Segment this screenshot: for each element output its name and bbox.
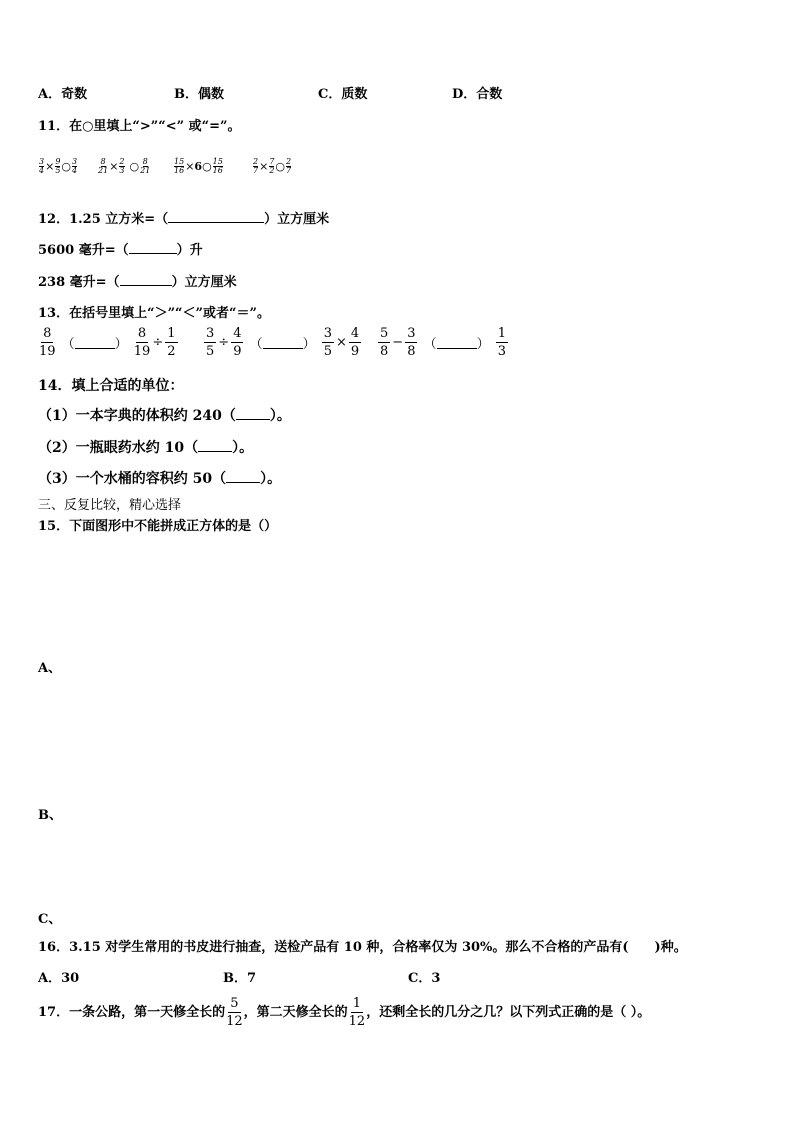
fraction: $\frac{3}{4}$ [72, 157, 78, 175]
q16-option-c: C．3 [408, 971, 441, 986]
q11-expression-4: $\frac{2}{7}$ × $\frac{7}{2}$ ○ $\frac{2}{7}$ [253, 157, 292, 175]
q17-stem: 17．一条公路，第一天修全长的 $\frac{5}{12}$ ，第二天修全长的 $\frac{1}{12}$ ，还剩全长的几分之几？以下列式正确的是（ ）。 [38, 996, 651, 1029]
answer-blank[interactable] [168, 210, 264, 223]
q12-line-3: 238 毫升=（ ）立方厘米 [38, 275, 237, 290]
fraction: $\frac{7}{2}$ [269, 157, 275, 175]
fraction: $\frac{3}{5}$ [206, 326, 215, 359]
q14-stem: 14．填上合适的单位： [38, 378, 184, 394]
q15-option-c: C、 [38, 912, 62, 927]
q10-option-d: D．合数 [452, 87, 503, 102]
answer-blank[interactable] [263, 336, 303, 349]
q10-option-b: B．偶数 [174, 87, 224, 102]
fraction: $\frac{2}{7}$ [253, 157, 259, 175]
fraction: $\frac{15}{16}$ [212, 157, 223, 175]
fraction: $\frac{4}{9}$ [233, 326, 242, 359]
q13-expression-3: $\frac{5}{8}$ − $\frac{3}{8}$ （ ） $\frac{1}{3}$ [380, 326, 506, 359]
fraction: $\frac{4}{9}$ [350, 326, 360, 359]
fraction: $\frac{3}{8}$ [407, 326, 416, 359]
fraction: $\frac{2}{3}$ [119, 157, 125, 175]
fraction: $\frac{1}{12}$ [348, 996, 366, 1029]
fraction: $\frac{8}{19}$ [39, 326, 56, 359]
answer-blank[interactable] [120, 273, 172, 286]
fraction: $\frac{2}{7}$ [286, 157, 292, 175]
section-heading: 三、反复比较，精心选择 [38, 498, 182, 513]
q15-option-b: B、 [38, 808, 62, 823]
answer-blank[interactable] [437, 336, 477, 349]
answer-blank[interactable] [198, 439, 232, 452]
q15-option-a: A、 [38, 661, 62, 676]
fraction: $\frac{1}{2}$ [167, 326, 176, 359]
q13-expression-2: $\frac{3}{5}$ ÷ $\frac{4}{9}$ （ ） $\frac{3}{5}$ × $\frac{4}{9}$ [206, 326, 360, 359]
q14-item-1: （1）一本字典的体积约 240（ ）。 [38, 408, 291, 424]
q13-stem: 13．在括号里填上“＞”“＜”或者“＝”。 [38, 306, 270, 321]
compare-circle: ○ [61, 160, 72, 173]
answer-blank[interactable] [75, 336, 115, 349]
answer-blank[interactable] [236, 407, 270, 420]
fraction: $\frac{1}{3}$ [497, 326, 506, 359]
compare-circle: ○ [202, 160, 212, 173]
q15-stem: 15．下面图形中不能拼成正方体的是（） [38, 519, 278, 534]
q14-item-3: （3）一个水桶的容积约 50（ ）。 [38, 471, 282, 487]
fraction: $\frac{8}{19}$ [133, 326, 151, 359]
q16-option-b: B．7 [223, 971, 257, 986]
q11-expression-1: $\frac{3}{4}$ × $\frac{9}{5}$ ○ $\frac{3}{4}$ [39, 157, 78, 175]
q16-option-a: A．30 [38, 971, 80, 986]
fraction: $\frac{5}{8}$ [380, 326, 389, 359]
fraction: $\frac{8}{21}$ [98, 157, 109, 175]
q11-expression-3: $\frac{15}{16}$ ×6○ $\frac{15}{16}$ [174, 157, 223, 175]
answer-blank[interactable] [129, 241, 177, 254]
fraction: $\frac{8}{21}$ [140, 157, 151, 175]
fraction: $\frac{15}{16}$ [174, 157, 185, 175]
q11-expression-2: $\frac{8}{21}$ × $\frac{2}{3}$ ○ $\frac{8}{21}$ [98, 157, 151, 175]
q11-stem: 11．在○里填上“>”“<” 或“=”。 [38, 119, 241, 134]
q14-item-2: （2）一瓶眼药水约 10（ ）。 [38, 440, 254, 456]
compare-circle: ○ [275, 160, 286, 173]
fraction: $\frac{9}{5}$ [55, 157, 61, 175]
q12-line-1: 12．1.25 立方米=（ ）立方厘米 [38, 212, 330, 227]
fraction: $\frac{3}{4}$ [39, 157, 45, 175]
compare-circle: ○ [129, 160, 140, 173]
q13-expression-1: $\frac{8}{19}$ （ ） $\frac{8}{19}$ ÷ $\frac{1}{2}$ [39, 326, 176, 359]
fraction: $\frac{5}{12}$ [226, 996, 243, 1029]
fraction: $\frac{3}{5}$ [323, 326, 332, 359]
q12-line-2: 5600 毫升=（ ）升 [38, 243, 203, 258]
q16-stem: 16．3.15 对学生常用的书皮进行抽查，送检产品有 10 种，合格率仅为 30%。那么不合格的产品有( )种。 [38, 940, 687, 955]
q10-option-c: C．质数 [318, 87, 368, 102]
q10-option-a: A．奇数 [38, 87, 88, 102]
answer-blank[interactable] [226, 470, 260, 483]
